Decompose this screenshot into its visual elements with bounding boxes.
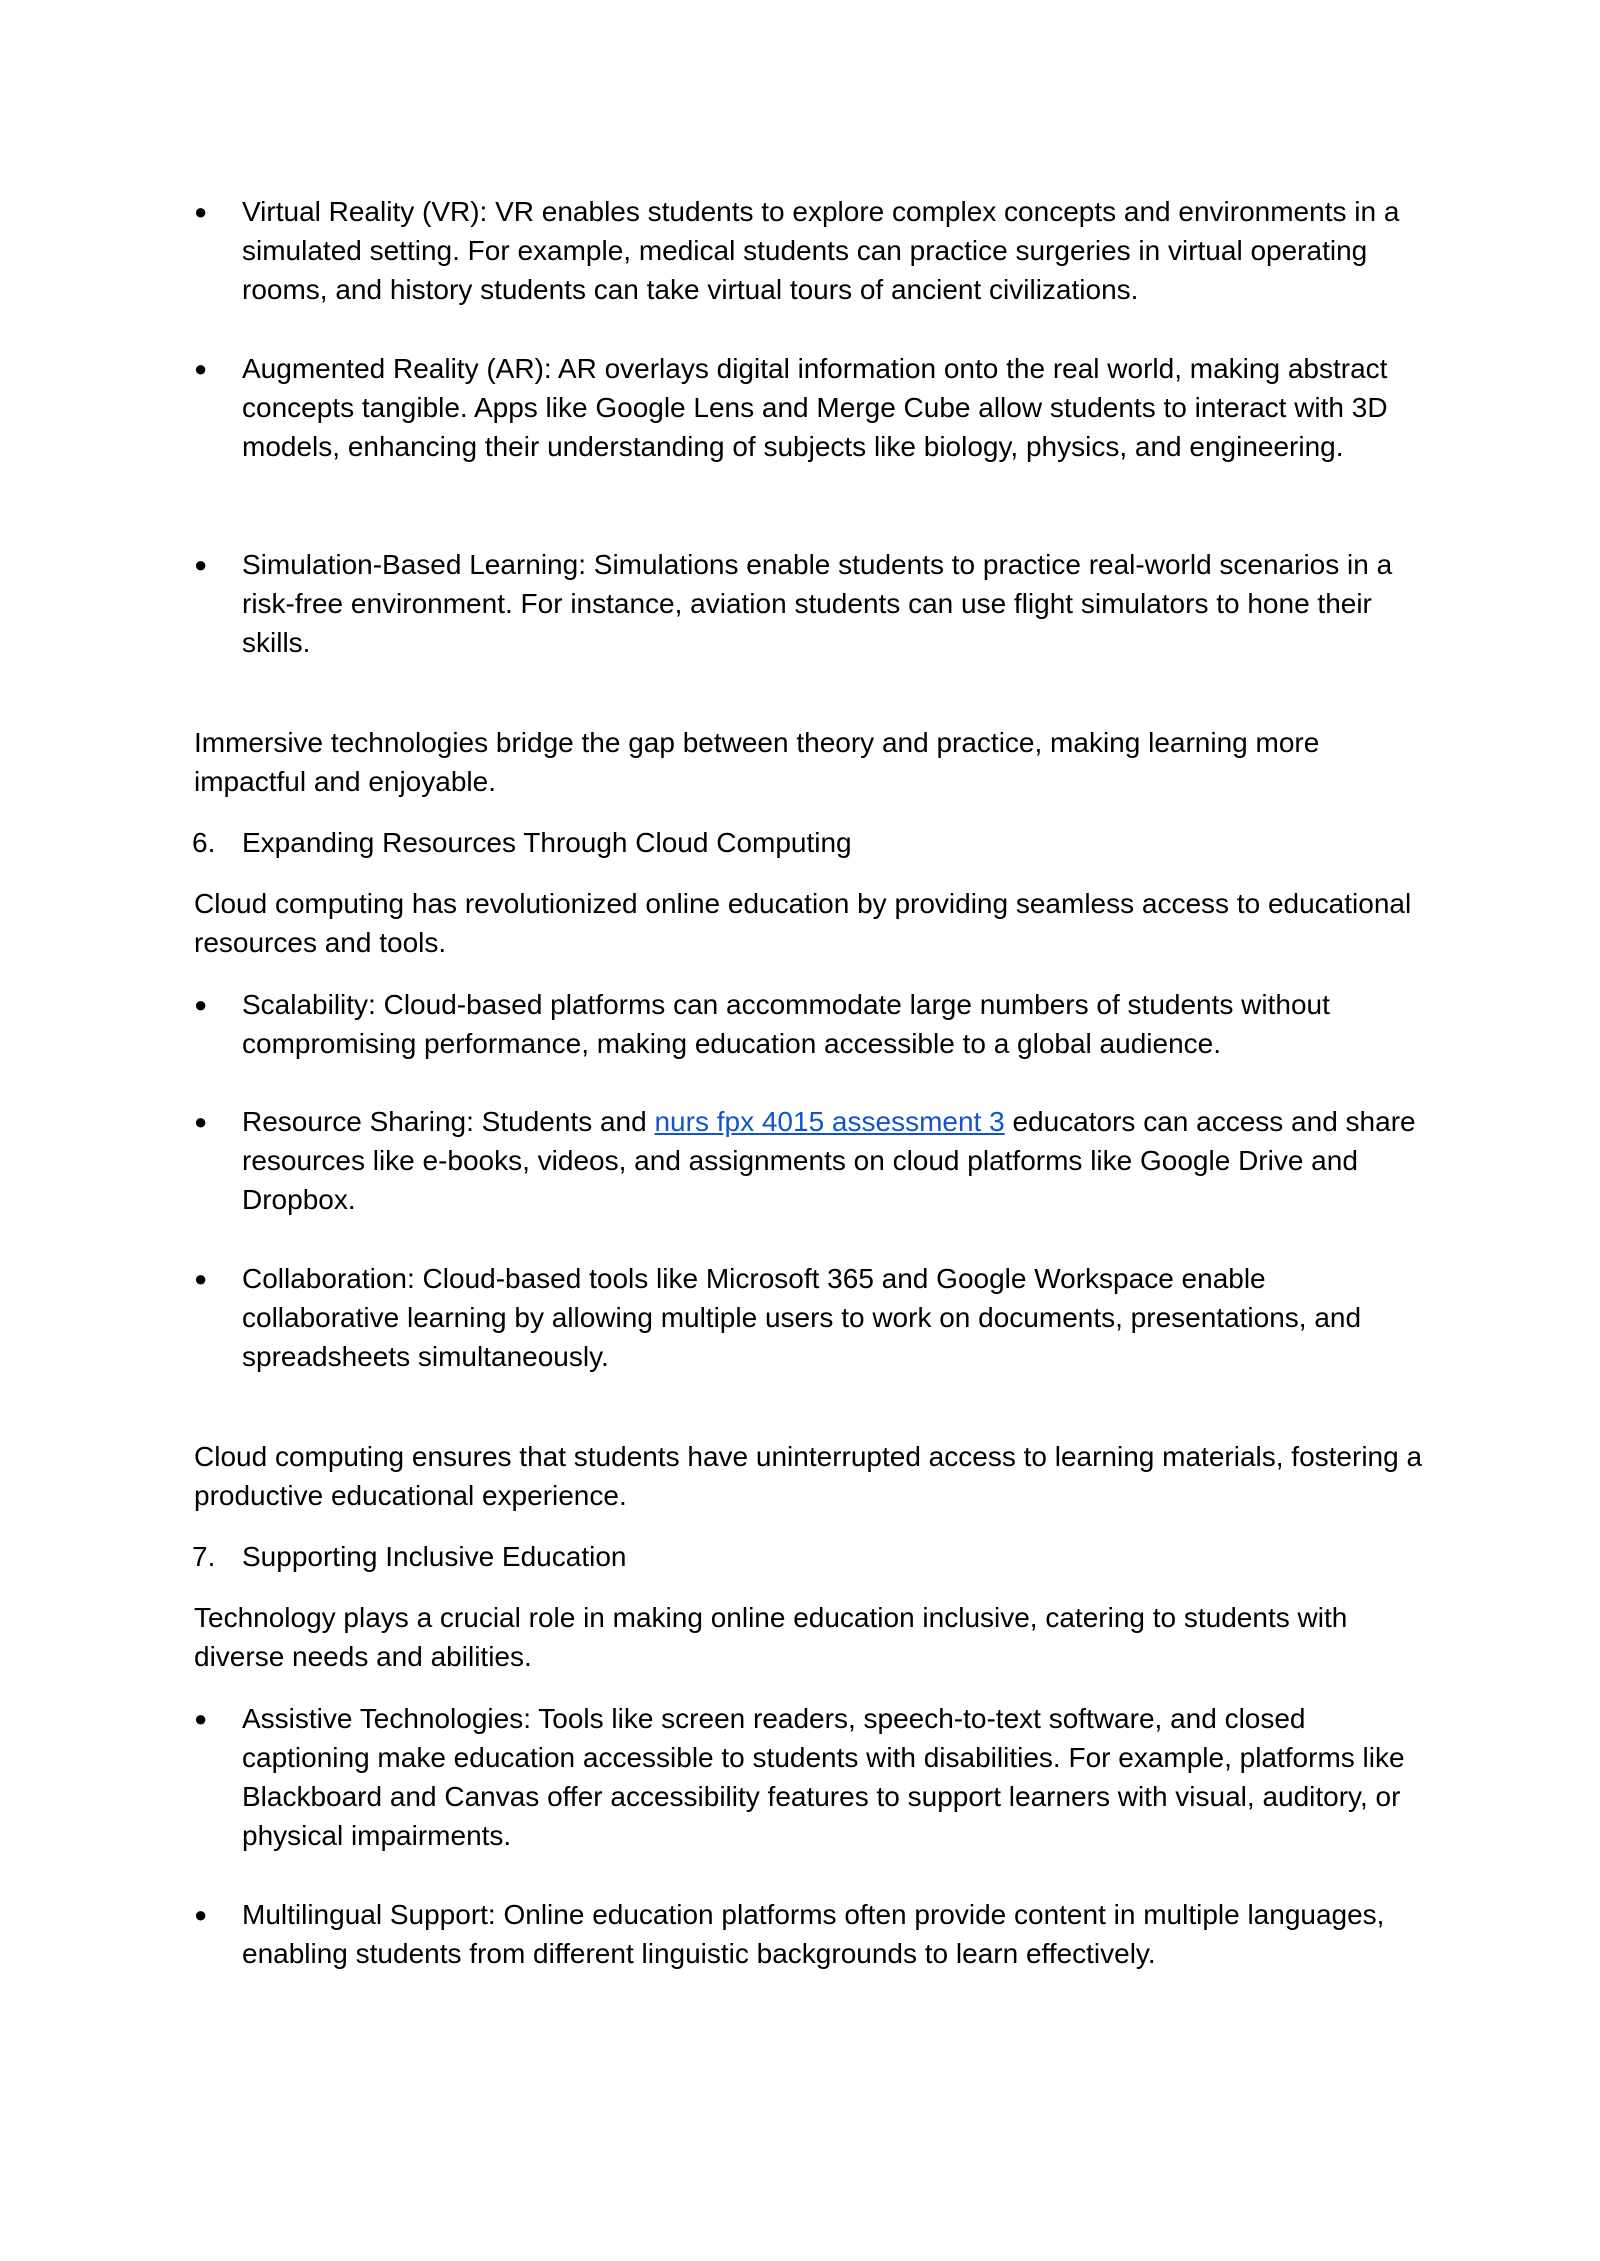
bullet-icon: ● bbox=[194, 1266, 208, 1291]
list-item-resource-sharing bbox=[194, 1102, 1417, 1219]
assessment-link[interactable]: nurs fpx 4015 assessment 3 bbox=[654, 1106, 1005, 1137]
numbered-heading-6 bbox=[192, 823, 1417, 862]
list-item-text bbox=[242, 1102, 1417, 1219]
paragraph-text: Immersive technologies bridge the gap between theory and practice, making learning more impactful and enjoyable. bbox=[194, 727, 1320, 797]
paragraph-text: Cloud computing has revolutionized online education by providing seamless access to educational resources and tools. bbox=[194, 888, 1412, 958]
paragraph-text: Technology plays a crucial role in making online education inclusive, catering to students with diverse needs and abilities. bbox=[194, 1602, 1348, 1672]
list-item-text: Augmented Reality (AR): AR overlays digital information onto the real world, making abstract concepts tangible. Apps like Google Lens and Merge Cube allow students to interact with 3D models, enhancing their understanding of subjects like biology, physics, and engineering. bbox=[242, 353, 1388, 462]
paragraph-inclusive-intro bbox=[194, 1598, 1434, 1676]
list-item-text: Collaboration: Cloud-based tools like Microsoft 365 and Google Workspace enable collaborative learning by allowing multiple users to work on documents, presentations, and spreadsheets simultaneously. bbox=[242, 1263, 1362, 1372]
heading-text: Expanding Resources Through Cloud Computing bbox=[242, 827, 852, 858]
bullet-icon: ● bbox=[194, 1706, 208, 1731]
list-item-assistive bbox=[194, 1699, 1417, 1855]
text-run: educators can access and share resources like e-books, videos, and assignments on cloud platforms like Google Drive and Dropbox. bbox=[242, 1106, 1416, 1215]
list-item-collaboration bbox=[194, 1259, 1417, 1376]
list-item-text: Virtual Reality (VR): VR enables students to explore complex concepts and environments in a simulated setting. For example, medical students can practice surgeries in virtual operating rooms, and history students can take virtual tours of ancient civilizations. bbox=[242, 196, 1400, 305]
list-item-vr bbox=[194, 192, 1417, 309]
list-item-simulation bbox=[194, 545, 1417, 662]
bullet-icon: ● bbox=[194, 1109, 208, 1134]
bullet-icon: ● bbox=[194, 199, 208, 224]
list-item-text: Multilingual Support: Online education platforms often provide content in multiple languages, enabling students from different linguistic backgrounds to learn effectively. bbox=[242, 1899, 1385, 1969]
list-item-scalability bbox=[194, 985, 1417, 1063]
bullet-icon: ● bbox=[194, 356, 208, 381]
paragraph-immersive bbox=[194, 723, 1434, 801]
bullet-icon: ● bbox=[194, 552, 208, 577]
numbered-heading-7 bbox=[192, 1537, 1417, 1576]
bullet-icon: ● bbox=[194, 1902, 208, 1927]
list-item-ar bbox=[194, 349, 1417, 466]
heading-text: Supporting Inclusive Education bbox=[242, 1541, 627, 1572]
list-item-text: Scalability: Cloud-based platforms can accommodate large numbers of students without compromising performance, making education accessible to a global audience. bbox=[242, 989, 1330, 1059]
text-run: Resource Sharing: Students and bbox=[242, 1106, 655, 1137]
paragraph-text: Cloud computing ensures that students have uninterrupted access to learning materials, fostering a productive educational experience. bbox=[194, 1441, 1423, 1511]
heading-number: 6. bbox=[192, 827, 216, 858]
list-item-text: Assistive Technologies: Tools like screen readers, speech-to-text software, and closed captioning make education accessible to students with disabilities. For example, platforms like Blackboard and Canvas offer accessibility features to support learners with visual, auditory, or physical impairments. bbox=[242, 1703, 1405, 1851]
list-item-text: Simulation-Based Learning: Simulations enable students to practice real-world scenarios in a risk-free environment. For instance, aviation students can use flight simulators to hone their skills. bbox=[242, 549, 1393, 658]
list-item-multilingual bbox=[194, 1895, 1417, 1973]
bullet-icon: ● bbox=[194, 992, 208, 1017]
heading-number: 7. bbox=[192, 1541, 216, 1572]
paragraph-cloud-outro bbox=[194, 1437, 1434, 1515]
paragraph-cloud-intro bbox=[194, 884, 1434, 962]
